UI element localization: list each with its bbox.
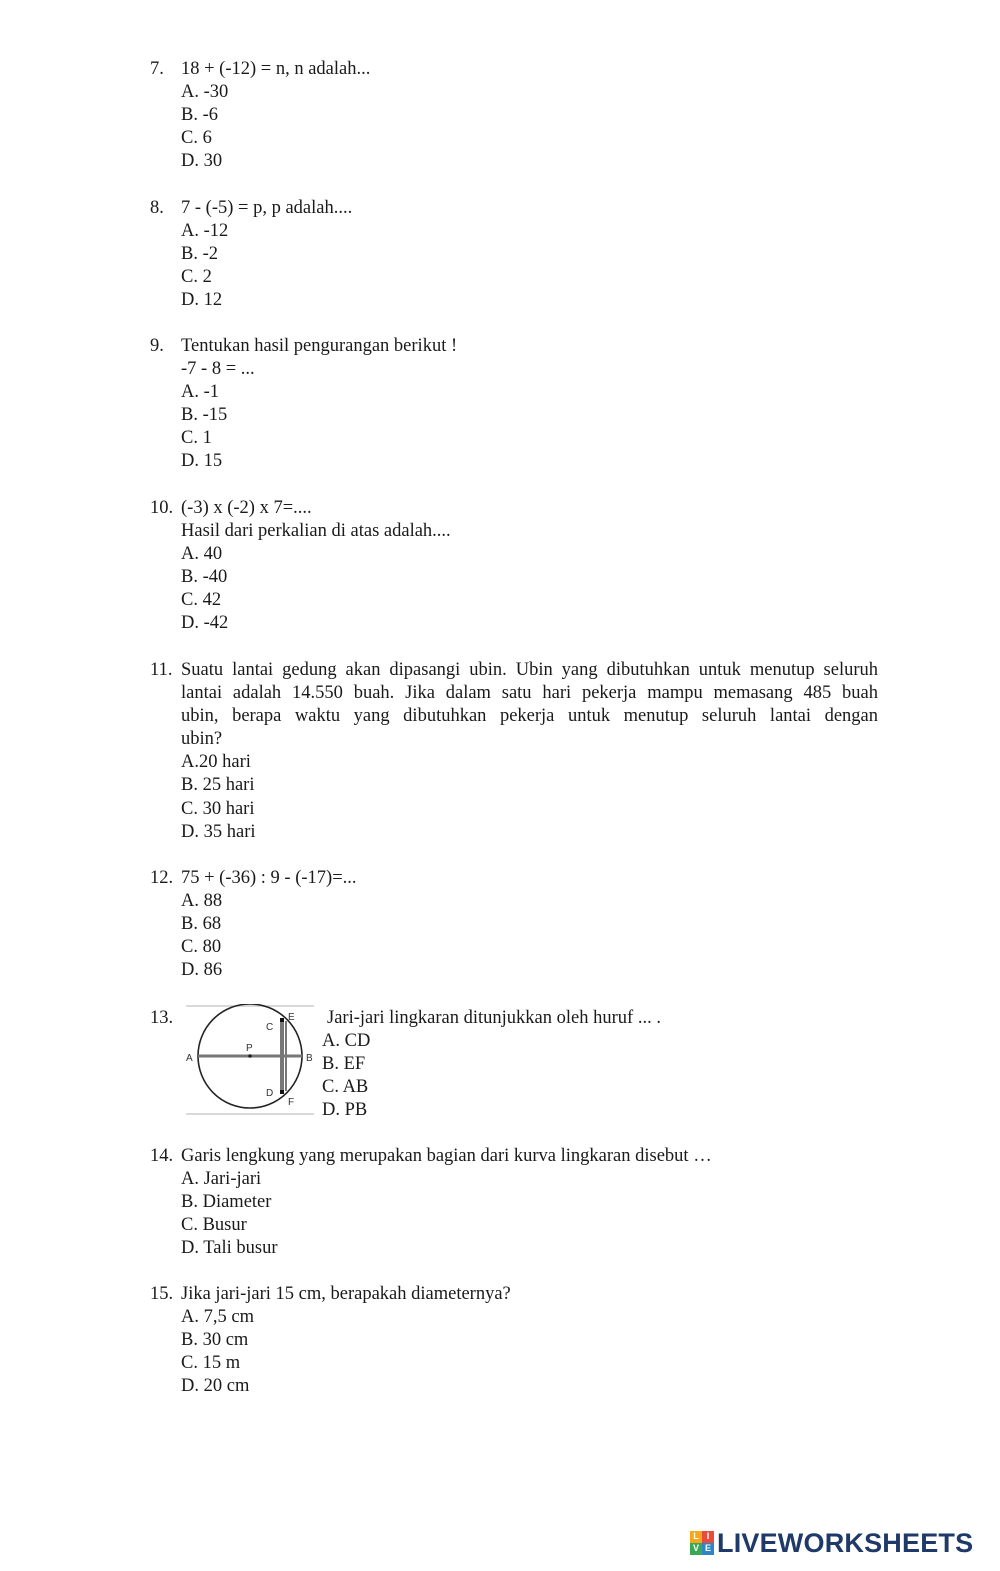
option-d[interactable]: D. 86 <box>181 960 223 981</box>
liveworksheets-logo-icon <box>690 1531 714 1555</box>
question-11 <box>150 659 878 844</box>
option-a[interactable]: A. Jari-jari <box>181 1169 262 1190</box>
option-d[interactable]: D. PB <box>322 1100 368 1121</box>
option-b[interactable]: B. -2 <box>181 244 218 265</box>
point-f-marker <box>280 1090 284 1094</box>
option-d[interactable]: D. -42 <box>181 613 229 634</box>
label-f: F <box>288 1097 295 1108</box>
label-d: D <box>266 1088 274 1099</box>
option-c[interactable]: C. Busur <box>181 1215 247 1236</box>
logo-text: LIVEWORKSHEETS <box>717 1527 974 1558</box>
option-b[interactable]: B. 30 cm <box>181 1330 249 1351</box>
option-c[interactable]: C. 42 <box>181 590 222 611</box>
option-a[interactable]: A. -30 <box>181 82 229 103</box>
option-a[interactable]: A. 40 <box>181 544 223 565</box>
question-number: 13. <box>150 1008 174 1028</box>
option-a[interactable]: A. 88 <box>181 891 223 912</box>
question-number: 12. <box>150 868 174 888</box>
question-text: 7 - (-5) = p, p adalah.... <box>181 198 353 218</box>
question-number: 11. <box>150 660 173 680</box>
question-15 <box>150 1283 880 1398</box>
question-12 <box>150 867 880 982</box>
question-number: 7. <box>150 59 164 79</box>
question-expression: (-3) x (-2) x 7=.... <box>181 498 312 518</box>
point-e-marker <box>280 1018 284 1022</box>
option-d[interactable]: D. 30 <box>181 151 223 172</box>
option-d[interactable]: D. Tali busur <box>181 1238 278 1259</box>
question-text-line-1: Suatu lantai gedung akan dipasangi ubin. Ubin yang dibutuhkan untuk menutup seluruh <box>181 660 878 680</box>
label-p: P <box>246 1043 253 1054</box>
option-b[interactable]: B. 68 <box>181 914 222 935</box>
label-a: A <box>186 1053 193 1064</box>
question-13 <box>322 1007 661 1122</box>
question-number: 9. <box>150 336 164 356</box>
option-b[interactable]: B. -15 <box>181 405 228 426</box>
circle-diagram <box>184 1004 316 1116</box>
option-d[interactable]: D. 15 <box>181 451 223 472</box>
logo-mark-l: L <box>690 1531 702 1543</box>
question-text: Jika jari-jari 15 cm, berapakah diameternya? <box>181 1284 511 1304</box>
question-9 <box>150 335 880 474</box>
question-number: 10. <box>150 498 174 518</box>
question-text: Tentukan hasil pengurangan berikut ! <box>181 336 458 356</box>
question-8 <box>150 197 880 312</box>
option-c[interactable]: C. 80 <box>181 937 222 958</box>
label-b: B <box>306 1053 313 1064</box>
option-a[interactable]: A. CD <box>322 1031 371 1052</box>
question-14 <box>150 1145 880 1260</box>
logo-mark-e: E <box>702 1543 714 1555</box>
option-d[interactable]: D. 12 <box>181 290 223 311</box>
option-a[interactable]: A.20 hari <box>181 752 251 773</box>
liveworksheets-logo <box>690 1528 973 1558</box>
option-a[interactable]: A. -1 <box>181 382 220 403</box>
logo-mark-v: V <box>690 1543 702 1555</box>
question-text-line-2: lantai adalah 14.550 buah. Jika dalam satu hari pekerja mampu memasang 485 buah <box>181 683 878 704</box>
option-c[interactable]: C. 30 hari <box>181 798 255 819</box>
option-c[interactable]: C. AB <box>322 1077 369 1098</box>
question-7 <box>150 58 880 173</box>
option-b[interactable]: B. EF <box>322 1054 366 1075</box>
question-10 <box>150 497 880 636</box>
option-c[interactable]: C. 2 <box>181 267 212 288</box>
logo-mark-i: I <box>702 1531 714 1543</box>
option-a[interactable]: A. -12 <box>181 221 229 242</box>
option-b[interactable]: B. 25 hari <box>181 775 255 796</box>
option-b[interactable]: B. -6 <box>181 105 218 126</box>
question-text: Jari-jari lingkaran ditunjukkan oleh huruf ... . <box>327 1008 661 1028</box>
question-number: 8. <box>150 198 164 218</box>
question-expression: -7 - 8 = ... <box>181 359 255 380</box>
option-c[interactable]: C. 1 <box>181 428 212 449</box>
option-a[interactable]: A. 7,5 cm <box>181 1307 254 1328</box>
label-c: C <box>266 1022 274 1033</box>
label-e: E <box>288 1012 295 1023</box>
option-b[interactable]: B. -40 <box>181 567 228 588</box>
option-d[interactable]: D. 20 cm <box>181 1376 250 1397</box>
question-text: Hasil dari perkalian di atas adalah.... <box>181 521 451 542</box>
center-point-p <box>248 1054 252 1058</box>
option-d[interactable]: D. 35 hari <box>181 821 256 842</box>
question-text-line-4: ubin? <box>181 729 223 750</box>
question-text-line-3: ubin, berapa waktu yang dibutuhkan pekerja untuk menutup seluruh lantai dengan <box>181 706 878 727</box>
option-b[interactable]: B. Diameter <box>181 1192 272 1213</box>
question-number: 14. <box>150 1146 174 1166</box>
question-number: 15. <box>150 1284 174 1304</box>
question-expression: 75 + (-36) : 9 - (-17)=... <box>181 868 357 888</box>
option-c[interactable]: C. 6 <box>181 128 212 149</box>
question-text: Garis lengkung yang merupakan bagian dari kurva lingkaran disebut … <box>181 1146 712 1166</box>
question-text: 18 + (-12) = n, n adalah... <box>181 59 371 79</box>
option-c[interactable]: C. 15 m <box>181 1353 241 1374</box>
